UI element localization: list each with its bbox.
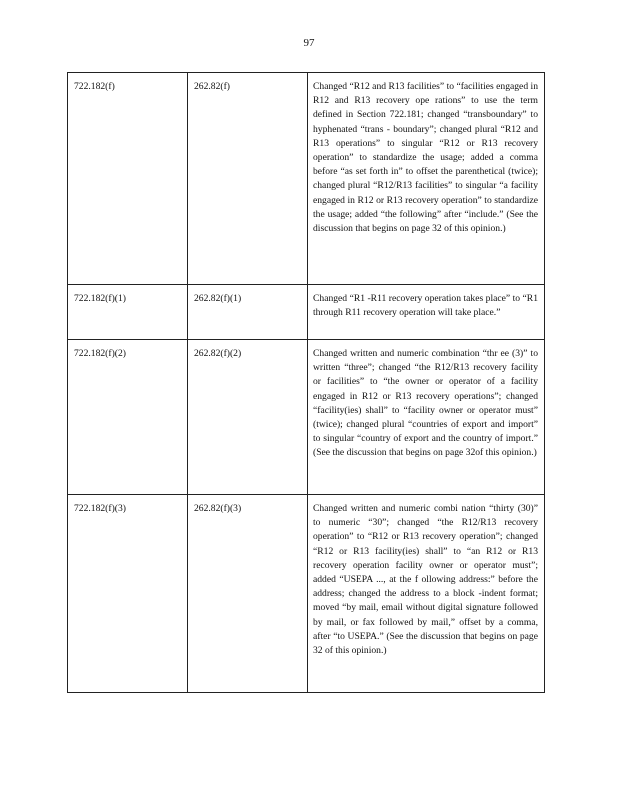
change-description-cell: Changed written and numeric combi nation “thirty (30)” to numeric “30”; changed “the R12/R13 recovery operation” to “R12 or R13 recovery operation”; changed “R12 or R13 facility(ies) shall” to “an R12 or R13 recovery operation facility owner or operator must”; added “USEPA ..., at the f ollowing address:” before the address; changed the address to a block -indent format; moved “by mail, email without digital signature followed by mail, or fax followed by mail,” offset by a comma, after “to USEPA.” (See the discussion that begins on page 32 of this opinion.) (308, 495, 545, 693)
section-cell: 722.182(f)(1) (68, 285, 188, 340)
table-row (68, 285, 545, 340)
new-section-cell: 262.82(f)(1) (188, 285, 308, 340)
page-number: 97 (303, 37, 315, 49)
new-section-cell: 262.82(f) (188, 73, 308, 285)
new-section-cell: 262.82(f)(2) (188, 340, 308, 495)
table-row (68, 495, 545, 693)
comparison-table (67, 72, 545, 693)
section-cell: 722.182(f) (68, 73, 188, 285)
new-section-cell: 262.82(f)(3) (188, 495, 308, 693)
table-row (68, 340, 545, 495)
section-cell: 722.182(f)(3) (68, 495, 188, 693)
change-description-cell: Changed “R12 and R13 facilities” to “facilities engaged in R12 and R13 recovery ope rations” to use the term defined in Section 722.181; changed “transboundary” to hyphenated “trans - boundary”; changed plural “R12 and R13 operations” to singular “R12 or R13 recovery operation” to standardize the usage; added a comma before “as set forth in” to offset the parenthetical (twice); changed plural “R12/R13 facilities” to singular “a facility engaged in R12 or R13 recovery operation” to standardize the usage; added “the following” after “include.” (See the discussion that begins on page 32 of this opinion.) (308, 73, 545, 285)
change-description-cell: Changed “R1 -R11 recovery operation takes place” to “R1 through R11 recovery operation will take place.” (308, 285, 545, 340)
change-description-cell: Changed written and numeric combination “thr ee (3)” to written “three”; changed “the R12/R13 recovery facility or facilities” to “the owner or operator of a facility engaged in R12 or R13 recovery operations”; changed “facility(ies) shall” to “facility owner or operator must” (twice); changed plural “countries of export and import” to singular “country of export and the country of import.” (See the discussion that begins on page 32of this opinion.) (308, 340, 545, 495)
section-cell: 722.182(f)(2) (68, 340, 188, 495)
table-row (68, 73, 545, 285)
